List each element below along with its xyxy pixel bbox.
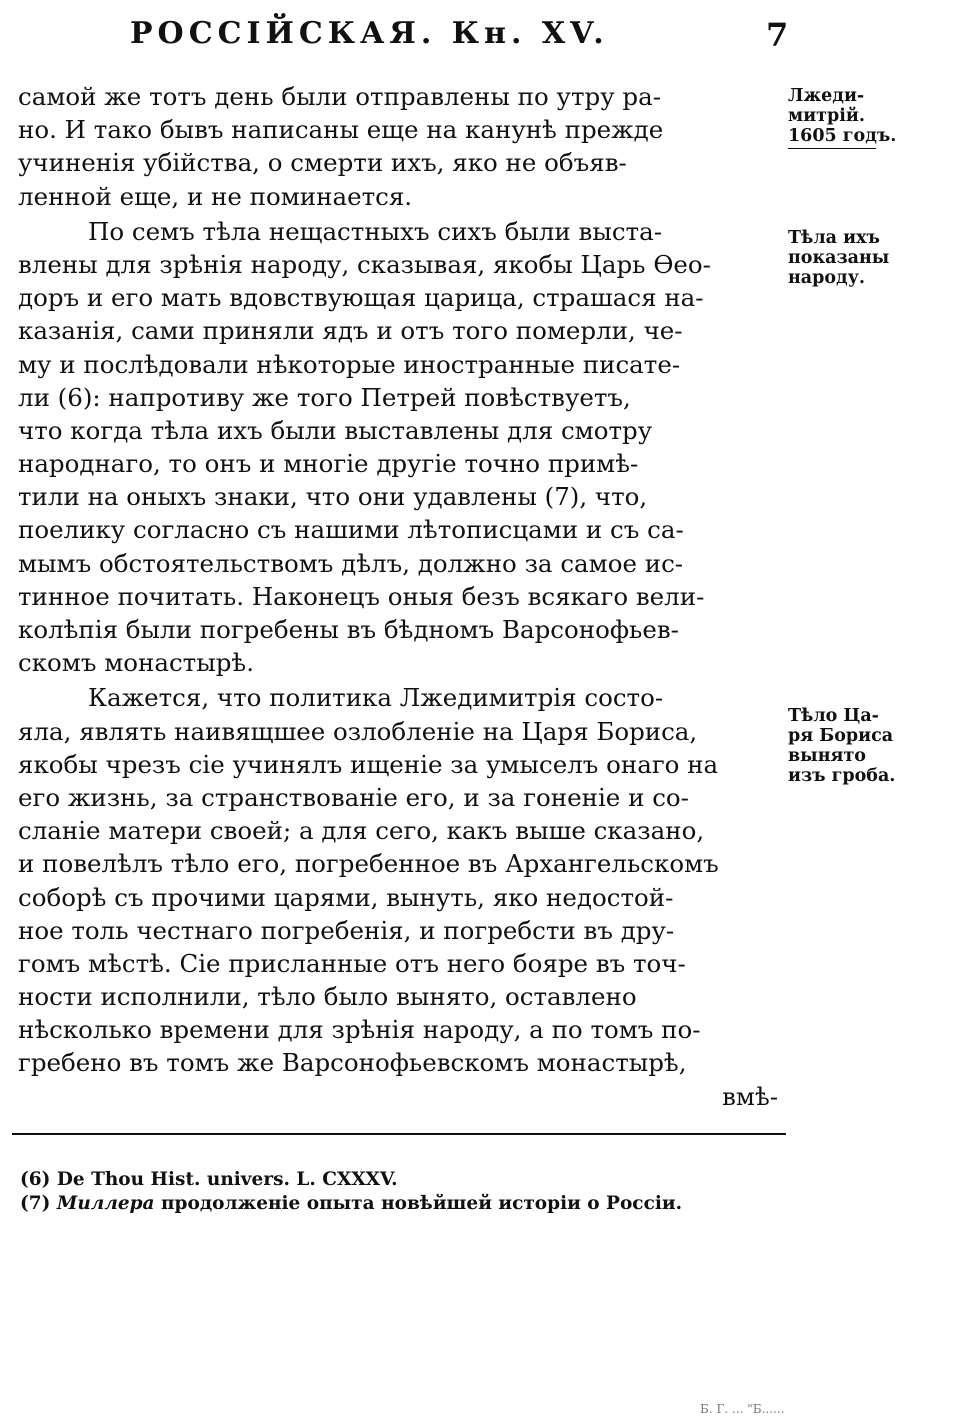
margin-note-line: вынято [788,746,866,766]
margin-note-line: изъ гроба. [788,766,896,786]
text-line: поелику согласно съ нашими лѣтописцами и съ са- [18,515,684,545]
footnotes [20,1168,780,1216]
text-line: соборѣ съ прочими царями, вынуть, яко недостой- [18,882,674,912]
text-line: но. И тако бывъ написаны еще на канунѣ прежде [18,115,664,145]
margin-note-line: Лжеди- [788,86,865,106]
text-line: скомъ монастырѣ. [18,648,254,678]
text-line: По семъ тѣла нещастныхъ сихъ были выста- [88,216,662,246]
running-title: РОССІЙСКАЯ. Кн. XV. [130,16,609,51]
text-line: что когда тѣла ихъ были выставлены для смотру [18,415,653,445]
text-line: колѣпія были погребены въ бѣдномъ Варсонофьев- [18,615,679,644]
text-line: казанія, сами приняли ядъ и отъ того померли, че- [18,316,683,346]
margin-note-line: Тѣло Ца- [788,706,879,726]
text-line: гомъ мѣстѣ. Сіе присланные отъ него бояре въ точ- [18,948,686,978]
main-text [18,80,782,1113]
text-line: яла, являть наивящшее озлобленіе на Царя Бориса, [18,716,698,746]
footnote-text: продолженіе опыта новѣйшей исторіи о Россіи. [161,1193,683,1214]
text-line: и повелѣлъ тѣло его, погребенное въ Архангельскомъ [18,849,719,879]
text-line: тинное почитать. Наконецъ оныя безъ всякаго вели- [18,581,705,611]
footnote-author: Миллера [56,1193,155,1214]
text-line: му и послѣдовали нѣкоторые иностранные писате- [18,349,681,379]
margin-note-bodies-shown [788,228,966,288]
text-line: сланіе матери своей; а для сего, какъ выше сказано, [18,816,705,846]
margin-note-line: Тѣла ихъ [788,228,880,248]
footnote-marker: (7) [20,1193,51,1214]
margin-note-false-dmitry [788,86,966,149]
margin-note-line: 1605 годъ. [788,126,897,146]
text-line: ное толь честнаго погребенія, и погребсти въ дру- [18,915,675,945]
margin-note-line: показаны [788,248,890,268]
page-number: 7 [766,16,789,54]
text-line: самой же тотъ день были отправлены по утру ра- [18,82,661,111]
text-line: доръ и его мать вдовствующая царица, страшася на- [18,283,704,313]
margin-note-line: митрій. [788,106,865,126]
margin-note-divider [788,148,876,149]
text-line: народнаго, то онъ и многіе другіе точно примѣ- [18,449,639,479]
margin-note-line: ря Бориса [788,726,894,746]
text-line: якобы чрезъ сіе учинялъ ищеніе за умыселъ онаго на [18,749,719,779]
text-line: влены для зрѣнія народу, сказывая, якобы Царь Ѳео- [18,249,711,279]
text-line: нѣсколько времени для зрѣнія народу, а по томъ по- [18,1015,701,1045]
text-line: мымъ обстоятельствомъ дѣлъ, должно за самое ис- [18,548,684,578]
text-line: гребено въ томъ же Варсонофьевскомъ монастырѣ, [18,1048,687,1078]
page-header [130,16,790,62]
text-line: ленной еще, и не поминается. [18,181,413,211]
text-line: учиненія убійства, о смерти ихъ, яко не объяв- [18,148,627,178]
text-line: Кажется, что политика Лжедимитрія состо- [88,683,664,713]
page-stamp: Б. Г. ... "Б...... [700,1402,785,1416]
text-line: его жизнь, за странствованіе его, и за гоненіе и со- [18,782,689,812]
text-line: тили на оныхъ знаки, что они удавлены (7), что, [18,482,648,512]
footnote-6: (6) De Thou Hist. univers. L. CXXXV. [20,1169,398,1190]
footnote-divider [12,1133,786,1135]
margin-note-tsar-boris-body [788,706,966,786]
footnote-7 [20,1192,780,1216]
text-line: ли (6): напротиву же того Петрей повѣствуетъ, [18,382,631,412]
catchword: вмѣ- [722,1081,778,1111]
margin-note-line: народу. [788,268,866,288]
text-line: ности исполнили, тѣло было вынято, оставлено [18,982,637,1012]
